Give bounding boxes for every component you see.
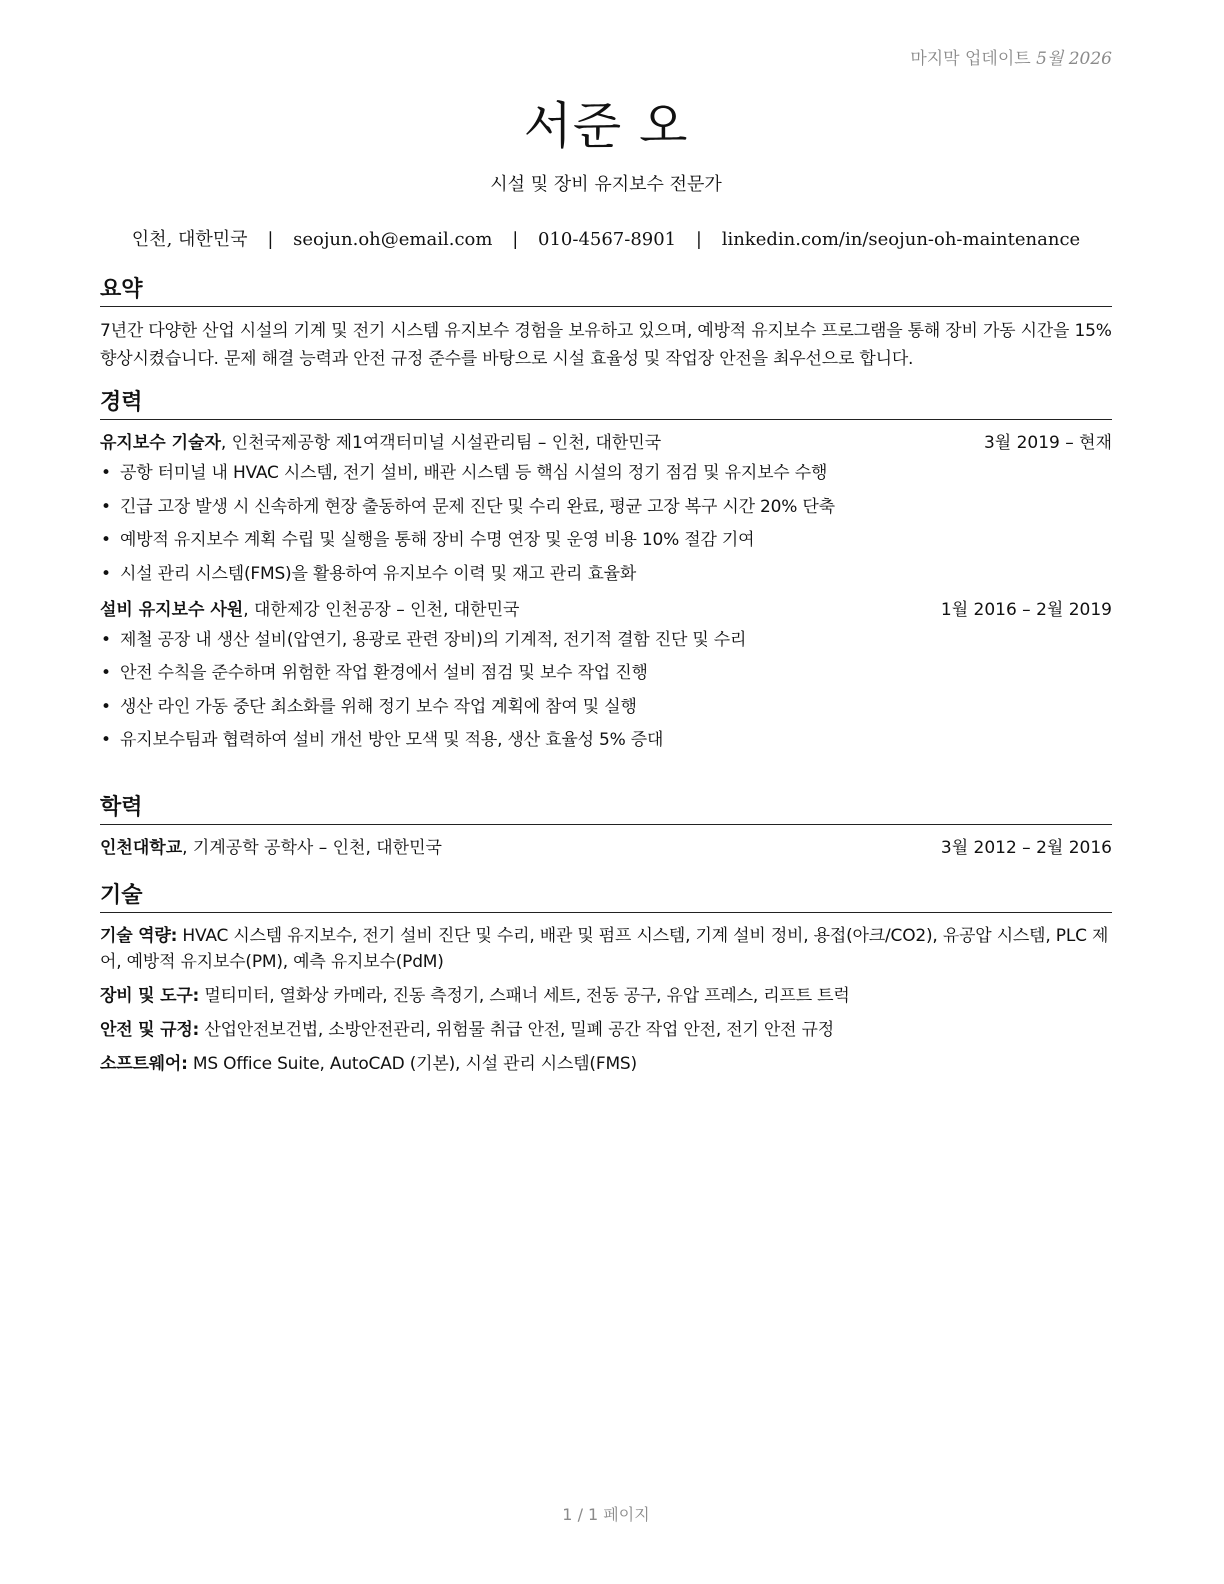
job-header	[100, 597, 1112, 623]
contact-phone: 010-4567-8901	[538, 229, 677, 250]
bullet-text: 공항 터미널 내 HVAC 시스템, 전기 설비, 배관 시스템 등 핵심 시설의 정기 점검 및 유지보수 수행	[120, 463, 828, 483]
job-bullets	[100, 627, 1112, 754]
bullet-text: 제철 공장 내 생산 설비(압연기, 용광로 관련 장비)의 기계적, 전기적 결함 진단 및 수리	[120, 629, 747, 650]
education-entry	[100, 835, 1112, 861]
education-title: 학력	[100, 794, 1112, 825]
bullet-text: 시설 관리 시스템(FMS)을 활용하여 유지보수 이력 및 재고 관리 효율화	[120, 563, 637, 584]
skill-label: 안전 및 규정:	[100, 1020, 200, 1040]
job-role: 유지보수 기술자	[100, 433, 221, 453]
skill-label: 기술 역량:	[100, 926, 178, 946]
bullet-text: 예방적 유지보수 계획 수립 및 실행을 통해 장비 수명 연장 및 운영 비용 10% 절감 기여	[120, 530, 755, 550]
contact-separator: |	[512, 229, 519, 250]
bullet-text: 유지보수팀과 협력하여 설비 개선 방안 모색 및 적용, 생산 효율성 5% 증대	[120, 730, 664, 750]
bullet-dot: •	[101, 696, 111, 717]
job-header	[100, 430, 1112, 456]
bullet-text: 긴급 고장 발생 시 신속하게 현장 출동하여 문제 진단 및 수리 완료, 평균 고장 복구 시간 20% 단축	[120, 496, 835, 517]
skill-row	[100, 923, 1112, 975]
skill-value: MS Office Suite, AutoCAD (기본), 시설 관리 시스템(FMS)	[187, 1054, 637, 1074]
job-dates: 1월 2016 – 2월 2019	[940, 599, 1112, 620]
contact-separator: |	[267, 229, 274, 250]
last-updated	[910, 44, 1112, 69]
bullet-item	[100, 694, 1112, 720]
job-org: , 인천국제공항 제1여객터미널 시설관리팀 – 인천, 대한민국	[220, 433, 662, 453]
skill-value: 산업안전보건법, 소방안전관리, 위험물 취급 안전, 밀폐 공간 작업 안전, 전기 안전 규정	[199, 1020, 834, 1040]
candidate-headline: 시설 및 장비 유지보수 전문가	[490, 174, 722, 195]
bullet-dot: •	[101, 663, 111, 683]
contact-linkedin[interactable]: linkedin.com/in/seojun-oh-maintenance	[721, 229, 1081, 250]
resume-page	[100, 0, 1112, 1584]
education-section	[100, 794, 1112, 861]
experience-section	[100, 389, 1112, 761]
bullet-text: 안전 수칙을 준수하며 위험한 작업 환경에서 설비 점검 및 보수 작업 진행	[120, 663, 648, 683]
bullet-dot: •	[101, 730, 111, 750]
skill-value: HVAC 시스템 유지보수, 전기 설비 진단 및 수리, 배관 및 펌프 시스템, 기계 설비 정비, 용접(아크/CO2), 유공압 시스템, PLC 제어, 예방적 유지보수(PM), 예측 유지보수(PdM)	[100, 926, 1109, 972]
bullet-item	[100, 561, 1112, 587]
job-role: 설비 유지보수 사원	[100, 599, 244, 620]
job-org: , 대한제강 인천공장 – 인천, 대한민국	[243, 599, 520, 620]
skill-row	[100, 1051, 1112, 1077]
bullet-dot: •	[101, 496, 111, 517]
skill-label: 장비 및 도구:	[100, 986, 200, 1006]
page-number: 1 / 1 페이지	[562, 1505, 650, 1524]
bullet-text: 생산 라인 가동 중단 최소화를 위해 정기 보수 작업 계획에 참여 및 실행	[120, 696, 637, 717]
job-entry	[100, 597, 1112, 754]
contact-email[interactable]: seojun.oh@email.com	[293, 229, 493, 250]
bullet-dot: •	[101, 463, 111, 483]
last-updated-date: 5월 2026	[1036, 49, 1112, 69]
job-title-line	[100, 430, 661, 456]
skill-label: 소프트웨어:	[100, 1054, 188, 1074]
skill-row	[100, 983, 1112, 1009]
contact-separator: |	[695, 229, 702, 250]
bullet-item	[100, 727, 1112, 753]
experience-title: 경력	[100, 389, 1112, 420]
job-dates: 3월 2019 – 현재	[983, 433, 1112, 453]
education-school: 인천대학교	[100, 838, 183, 858]
job-entry	[100, 430, 1112, 587]
summary-text: 7년간 다양한 산업 시설의 기계 및 전기 시스템 유지보수 경험을 보유하고 있으며, 예방적 유지보수 프로그램을 통해 장비 가동 시간을 15% 향상시켰습니다. 문제 해결 능력과 안전 규정 준수를 바탕으로 시설 효율성 및 작업장 안전을 최우선으로 합니다.	[100, 321, 1112, 369]
skills-title: 기술	[100, 882, 1112, 913]
skills-section	[100, 882, 1112, 1085]
bullet-item	[100, 660, 1112, 686]
bullet-dot: •	[101, 563, 111, 584]
job-title-line	[100, 597, 519, 623]
last-updated-label: 마지막 업데이트	[910, 49, 1031, 69]
bullet-item	[100, 527, 1112, 553]
summary-title: 요약	[100, 276, 1112, 307]
bullet-item	[100, 460, 1112, 486]
bullet-item	[100, 494, 1112, 520]
education-line	[100, 835, 442, 861]
bullet-item	[100, 627, 1112, 653]
candidate-name: 서준 오	[523, 97, 689, 155]
contact-location: 인천, 대한민국	[131, 229, 248, 250]
job-bullets	[100, 460, 1112, 587]
bullet-dot: •	[101, 629, 111, 650]
education-dates: 3월 2012 – 2월 2016	[940, 838, 1112, 858]
skill-value: 멀티미터, 열화상 카메라, 진동 측정기, 스패너 세트, 전동 공구, 유압 프레스, 리프트 트럭	[199, 986, 850, 1006]
skill-row	[100, 1017, 1112, 1043]
bullet-dot: •	[101, 530, 111, 550]
contact-line	[100, 225, 1112, 251]
summary-section	[100, 276, 1112, 373]
education-detail: , 기계공학 공학사 – 인천, 대한민국	[182, 838, 442, 858]
